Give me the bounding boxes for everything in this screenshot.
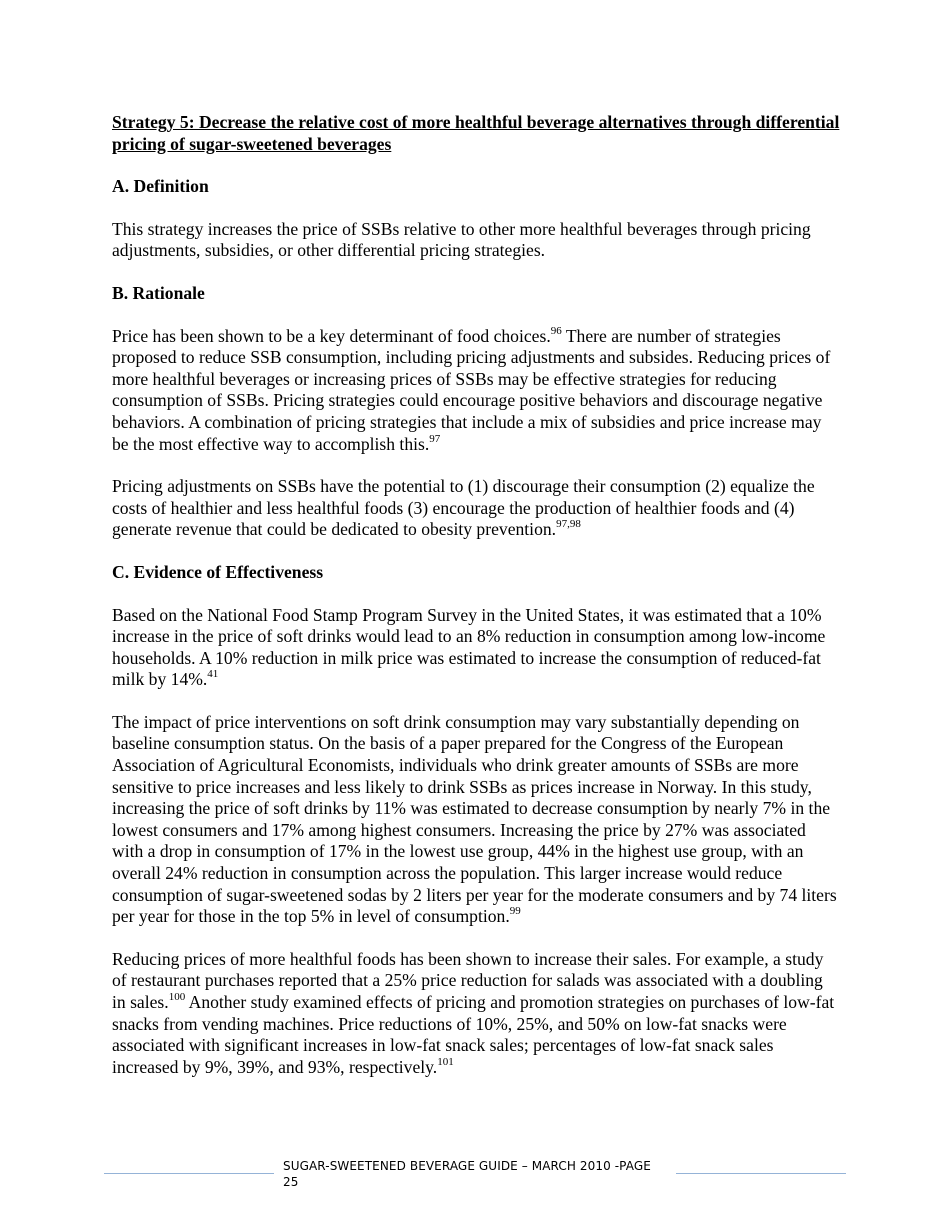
page-footer: SUGAR-SWEETENED BEVERAGE GUIDE – MARCH 2010 -PAGE 25 [283, 1159, 651, 1189]
rationale-paragraph-2 [112, 476, 840, 541]
rationale-p2-text: Pricing adjustments on SSBs have the potential to (1) discourage their consumption (2) equalize the costs of healthier and less healthful foods (3) encourage the production of healthier foods and (4) generate revenue that could be dedicated to obesity prevention. [112, 476, 815, 540]
evidence-p1-text: Based on the National Food Stamp Program Survey in the United States, it was estimated that a 10% increase in the price of soft drinks would lead to an 8% reduction in consumption among low-income households. A 10% reduction in milk price was estimated to increase the consumption of reduced-fat milk by 14%. [112, 604, 826, 690]
citation-ref: 41 [207, 668, 219, 681]
citation-ref: 100 [168, 991, 186, 1004]
evidence-paragraph-1 [112, 605, 840, 691]
evidence-paragraph-3 [112, 949, 840, 1079]
rationale-paragraph-1 [112, 326, 840, 456]
evidence-heading: C. Evidence of Effectiveness [112, 561, 324, 582]
definition-text: This strategy increases the price of SSBs relative to other more healthful beverages through pricing adjustments, subsidies, or other differential pricing strategies. [112, 218, 811, 261]
citation-ref: 97 [429, 432, 441, 445]
definition-heading: A. Definition [112, 176, 209, 197]
citation-ref: 101 [437, 1055, 454, 1068]
evidence-p2-text: The impact of price interventions on soft drink consumption may vary substantially depending on baseline consumption status. On the basis of a paper prepared for the Congress of the European Association of Agricultural Economists, individuals who drink greater amounts of SSBs are more sensitive to price increases and less likely to drink SSBs as prices increase in Norway. In this study, increasing the price of soft drinks by 11% was estimated to decrease consumption by nearly 7% in the lowest consumers and 17% among highest consumers. Increasing the price by 27% was associated with a drop in consumption of 17% in the lowest use group, 44% in the highest use group, with an overall 24% reduction in consumption across the population. This larger increase would reduce consumption of sugar-sweetened sodas by 2 liters per year for the moderate consumers and by 74 liters per year for those in the top 5% in level of consumption. [112, 711, 837, 927]
evidence-p3-text-a: Reducing prices of more healthful foods has been shown to increase their sales. For example, a study of restaurant purchases reported that a 25% price reduction for salads was associated with a doubling in sales. [112, 948, 824, 1012]
rationale-heading: B. Rationale [112, 282, 205, 303]
citation-ref: 96 [550, 324, 562, 337]
footer-rule-right [676, 1173, 846, 1174]
rationale-p1-text-b: There are number of strategies proposed to reduce SSB consumption, including pricing adjustments and subsides. Reducing prices of more healthful beverages or increasing prices of SSBs may be effective strategies for reducing consumption of SSBs. Pricing strategies could encourage positive behaviors and discourage negative behaviors. A combination of pricing strategies that include a mix of subsidies and price increase may be the most effective way to accomplish this. [112, 325, 831, 454]
footer-rule-left [104, 1173, 274, 1174]
citation-ref: 99 [509, 905, 521, 918]
evidence-p3-text-b: Another study examined effects of pricing and promotion strategies on purchases of low-fat snacks from vending machines. Price reductions of 10%, 25%, and 50% on low-fat snacks were associated with significant increases in low-fat snack sales; percentages of low-fat snack sales increased by 9%, 39%, and 93%, respectively. [112, 992, 835, 1077]
rationale-p1-text-a: Price has been shown to be a key determinant of food choices. [112, 325, 551, 346]
page-content [112, 112, 840, 1099]
evidence-paragraph-2 [112, 712, 840, 928]
strategy-title: Strategy 5: Decrease the relative cost of more healthful beverage alternatives through differential pricing of sugar-sweetened beverages [112, 112, 840, 154]
citation-ref: 97,98 [556, 518, 581, 531]
definition-paragraph [112, 219, 840, 262]
